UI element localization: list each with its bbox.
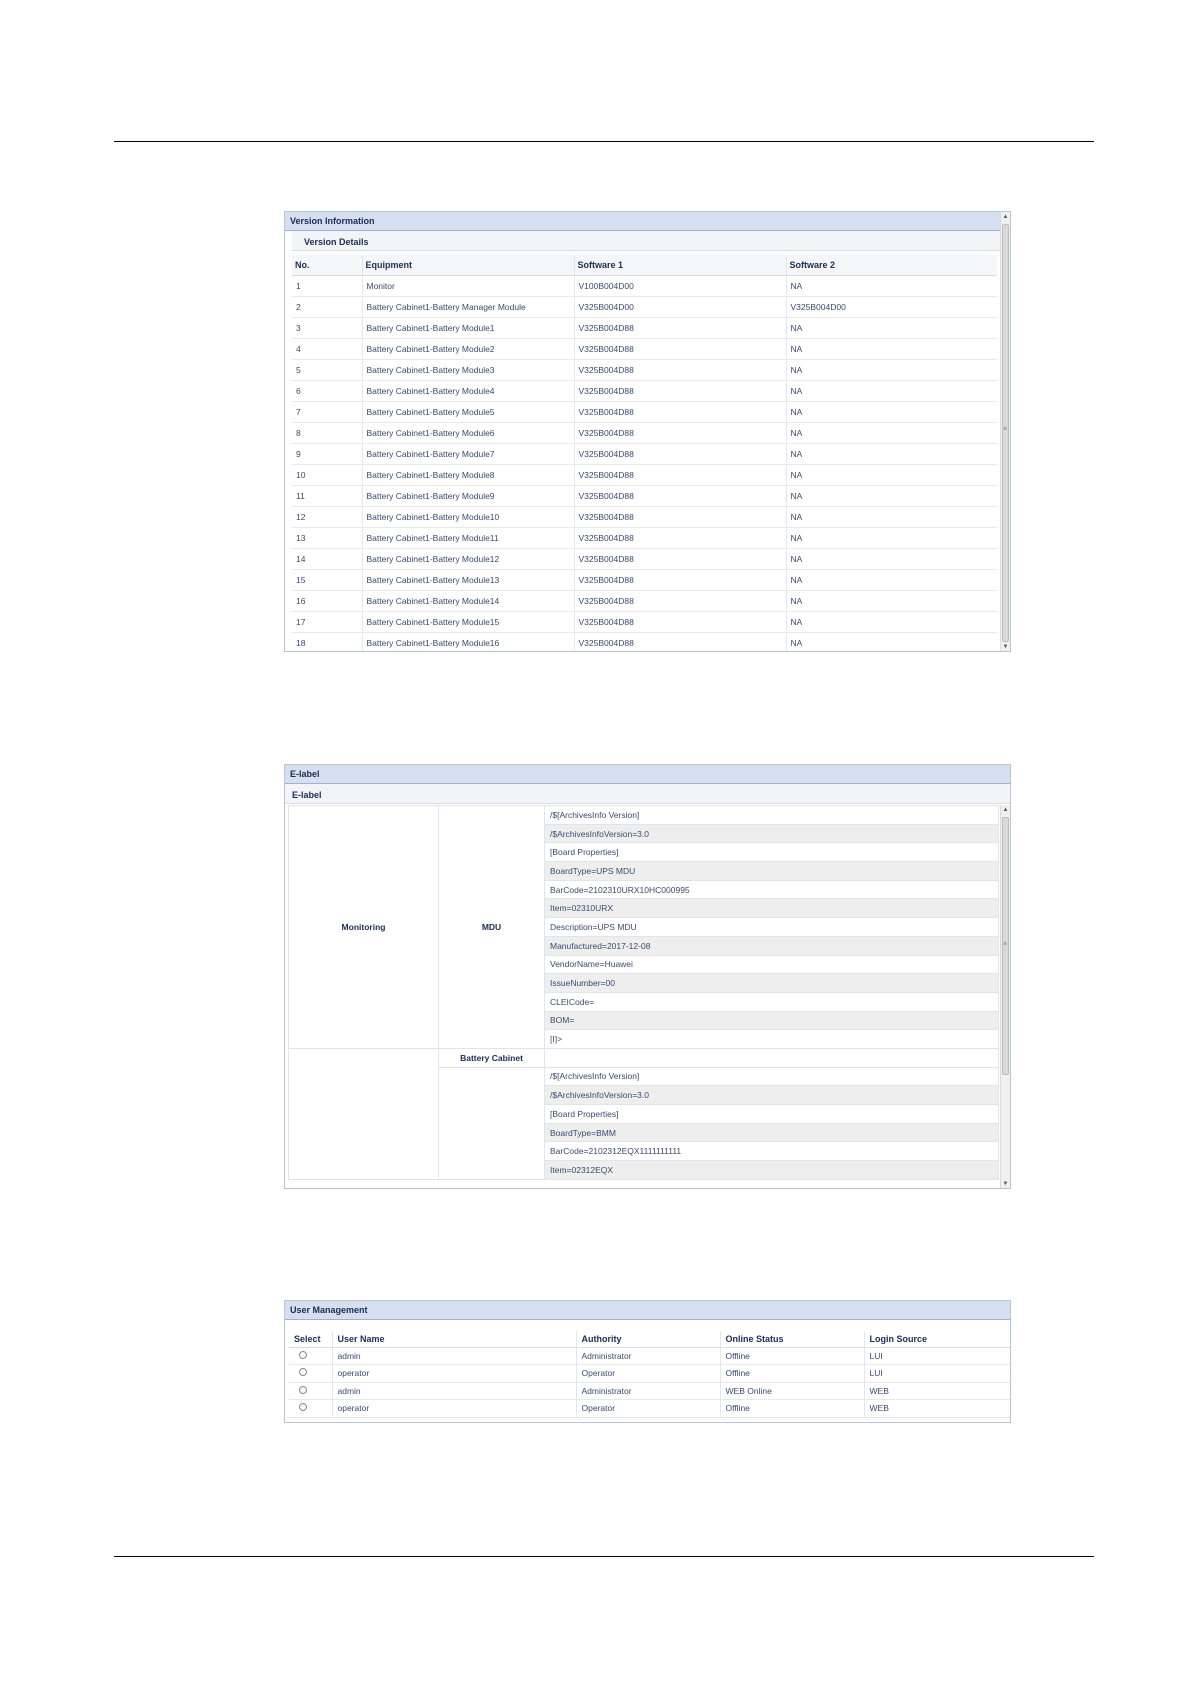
- select-cell: [289, 1347, 332, 1365]
- table-row[interactable]: [292, 590, 997, 611]
- elabel-line: BOM=: [545, 1011, 999, 1030]
- elabel-table: [288, 805, 999, 1180]
- software1-version: V325B004D88: [574, 380, 786, 401]
- row-number: 15: [292, 569, 362, 590]
- column-header[interactable]: Select: [289, 1331, 332, 1347]
- row-number: 1: [292, 275, 362, 296]
- login-source: WEB: [864, 1382, 1011, 1400]
- software2-version: NA: [786, 590, 997, 611]
- equipment-name: Battery Cabinet1-Battery Module2: [362, 338, 574, 359]
- software2-version: NA: [786, 548, 997, 569]
- row-number: 14: [292, 548, 362, 569]
- software2-version: NA: [786, 632, 997, 652]
- table-row[interactable]: [292, 464, 997, 485]
- software1-version: V100B004D00: [574, 275, 786, 296]
- vertical-scrollbar[interactable]: [1000, 212, 1010, 652]
- software1-version: V325B004D88: [574, 506, 786, 527]
- column-header[interactable]: Software 1: [574, 255, 786, 275]
- device-label: Battery Cabinet: [439, 1048, 545, 1067]
- software1-version: V325B004D88: [574, 569, 786, 590]
- header-rule: [114, 141, 1094, 142]
- section-title: Version Details: [292, 231, 1010, 251]
- elabel-line: /$[ArchivesInfo Version]: [545, 806, 999, 825]
- elabel-line: /$ArchivesInfoVersion=3.0: [545, 1086, 999, 1105]
- row-number: 16: [292, 590, 362, 611]
- user-name: admin: [332, 1382, 576, 1400]
- grip-icon: ≡: [1003, 941, 1008, 948]
- table-row[interactable]: [292, 632, 997, 652]
- equipment-name: Battery Cabinet1-Battery Module3: [362, 359, 574, 380]
- software2-version: NA: [786, 317, 997, 338]
- footer-rule: [114, 1556, 1094, 1557]
- table-row[interactable]: [292, 422, 997, 443]
- elabel-line: Manufactured=2017-12-08: [545, 936, 999, 955]
- column-header[interactable]: Equipment: [362, 255, 574, 275]
- table-row[interactable]: [292, 485, 997, 506]
- select-cell: [289, 1365, 332, 1383]
- equipment-name: Monitor: [362, 275, 574, 296]
- equipment-name: Battery Cabinet1-Battery Module7: [362, 443, 574, 464]
- equipment-name: Battery Cabinet1-Battery Module12: [362, 548, 574, 569]
- equipment-name: Battery Cabinet1-Battery Module14: [362, 590, 574, 611]
- select-radio[interactable]: [299, 1386, 307, 1394]
- elabel-line: CLEICode=: [545, 992, 999, 1011]
- elabel-line: [Board Properties]: [545, 1105, 999, 1124]
- scroll-down-arrow-icon[interactable]: ▼: [1002, 644, 1009, 650]
- user-management-panel: [284, 1300, 1011, 1423]
- software2-version: V325B004D00: [786, 296, 997, 317]
- vertical-scrollbar[interactable]: [1000, 805, 1010, 1189]
- software2-version: NA: [786, 422, 997, 443]
- authority: Administrator: [576, 1382, 720, 1400]
- scroll-up-arrow-icon[interactable]: ▲: [1002, 807, 1009, 813]
- equipment-name: Battery Cabinet1-Battery Module1: [362, 317, 574, 338]
- elabel-line: VendorName=Huawei: [545, 955, 999, 974]
- table-row[interactable]: [292, 569, 997, 590]
- software1-version: V325B004D88: [574, 464, 786, 485]
- software1-version: V325B004D88: [574, 485, 786, 506]
- equipment-name: Battery Cabinet1-Battery Module6: [362, 422, 574, 443]
- column-header[interactable]: User Name: [332, 1331, 576, 1347]
- online-status: Offline: [720, 1347, 864, 1365]
- software2-version: NA: [786, 506, 997, 527]
- login-source: WEB: [864, 1400, 1011, 1418]
- elabel-line: IssueNumber=00: [545, 974, 999, 993]
- panel-title: E-label: [285, 765, 1010, 784]
- user-table: [289, 1331, 1011, 1418]
- scroll-up-arrow-icon[interactable]: ▲: [1002, 214, 1009, 220]
- software2-version: NA: [786, 401, 997, 422]
- table-row[interactable]: [292, 296, 997, 317]
- elabel-line: BoardType=UPS MDU: [545, 862, 999, 881]
- device-label-empty: [439, 1067, 545, 1179]
- equipment-name: Battery Cabinet1-Battery Manager Module: [362, 296, 574, 317]
- panel-title: User Management: [285, 1301, 1010, 1320]
- equipment-name: Battery Cabinet1-Battery Module9: [362, 485, 574, 506]
- software2-version: NA: [786, 485, 997, 506]
- row-number: 4: [292, 338, 362, 359]
- software2-version: NA: [786, 527, 997, 548]
- equipment-name: Battery Cabinet1-Battery Module13: [362, 569, 574, 590]
- equipment-name: Battery Cabinet1-Battery Module15: [362, 611, 574, 632]
- software1-version: V325B004D88: [574, 359, 786, 380]
- software2-version: NA: [786, 275, 997, 296]
- table-row[interactable]: [292, 506, 997, 527]
- row-number: 6: [292, 380, 362, 401]
- user-name: admin: [332, 1347, 576, 1365]
- software1-version: V325B004D88: [574, 338, 786, 359]
- select-radio[interactable]: [299, 1351, 307, 1359]
- row-number: 11: [292, 485, 362, 506]
- online-status: Offline: [720, 1365, 864, 1383]
- equipment-name: Battery Cabinet1-Battery Module8: [362, 464, 574, 485]
- software2-version: NA: [786, 464, 997, 485]
- equipment-name: Battery Cabinet1-Battery Module11: [362, 527, 574, 548]
- software1-version: V325B004D88: [574, 611, 786, 632]
- row-number: 7: [292, 401, 362, 422]
- version-table: [292, 255, 997, 652]
- login-source: LUI: [864, 1365, 1011, 1383]
- software1-version: V325B004D88: [574, 590, 786, 611]
- elabel-panel: [284, 764, 1011, 1189]
- table-header-row: [289, 1331, 1011, 1347]
- equipment-name: Battery Cabinet1-Battery Module10: [362, 506, 574, 527]
- column-header[interactable]: Login Source: [864, 1331, 1011, 1347]
- authority: Administrator: [576, 1347, 720, 1365]
- authority: Operator: [576, 1400, 720, 1418]
- user-name: operator: [332, 1400, 576, 1418]
- table-row[interactable]: [289, 1347, 1011, 1365]
- elabel-row: [289, 1048, 999, 1067]
- software1-version: V325B004D88: [574, 527, 786, 548]
- column-header[interactable]: Authority: [576, 1331, 720, 1347]
- software1-version: V325B004D88: [574, 422, 786, 443]
- elabel-line: BarCode=2102312EQX1111111111: [545, 1142, 999, 1161]
- table-row[interactable]: [292, 611, 997, 632]
- grip-icon: ≡: [1003, 426, 1008, 433]
- table-header-row: [292, 255, 997, 275]
- row-number: 18: [292, 632, 362, 652]
- software2-version: NA: [786, 338, 997, 359]
- software1-version: V325B004D88: [574, 401, 786, 422]
- elabel-row: [289, 806, 999, 825]
- select-cell: [289, 1400, 332, 1418]
- row-number: 8: [292, 422, 362, 443]
- version-information-panel: [284, 211, 1011, 652]
- online-status: Offline: [720, 1400, 864, 1418]
- software2-version: NA: [786, 569, 997, 590]
- elabel-line: Item=02312EQX: [545, 1161, 999, 1180]
- elabel-line: /$ArchivesInfoVersion=3.0: [545, 824, 999, 843]
- software1-version: V325B004D88: [574, 443, 786, 464]
- elabel-line: [Board Properties]: [545, 843, 999, 862]
- elabel-line: /$[ArchivesInfo Version]: [545, 1067, 999, 1086]
- user-name: operator: [332, 1365, 576, 1383]
- select-cell: [289, 1382, 332, 1400]
- row-number: 2: [292, 296, 362, 317]
- table-row[interactable]: [292, 380, 997, 401]
- table-row[interactable]: [292, 317, 997, 338]
- row-number: 10: [292, 464, 362, 485]
- table-row[interactable]: [289, 1400, 1011, 1418]
- online-status: WEB Online: [720, 1382, 864, 1400]
- software1-version: V325B004D00: [574, 296, 786, 317]
- row-number: 5: [292, 359, 362, 380]
- table-row[interactable]: [289, 1365, 1011, 1383]
- software1-version: V325B004D88: [574, 548, 786, 569]
- select-radio[interactable]: [299, 1403, 307, 1411]
- equipment-name: Battery Cabinet1-Battery Module4: [362, 380, 574, 401]
- row-number: 9: [292, 443, 362, 464]
- elabel-line: BoardType=BMM: [545, 1123, 999, 1142]
- column-header[interactable]: Software 2: [786, 255, 997, 275]
- group-label: Monitoring: [289, 806, 439, 1049]
- software2-version: NA: [786, 443, 997, 464]
- table-row[interactable]: [292, 338, 997, 359]
- table-row[interactable]: [289, 1382, 1011, 1400]
- elabel-line-empty: [545, 1048, 999, 1067]
- equipment-name: Battery Cabinet1-Battery Module5: [362, 401, 574, 422]
- elabel-line: Item=02310URX: [545, 899, 999, 918]
- device-label: MDU: [439, 806, 545, 1049]
- elabel-line: [I]>: [545, 1030, 999, 1049]
- software1-version: V325B004D88: [574, 632, 786, 652]
- software2-version: NA: [786, 611, 997, 632]
- row-number: 12: [292, 506, 362, 527]
- scrollbar-thumb[interactable]: [1002, 224, 1009, 642]
- authority: Operator: [576, 1365, 720, 1383]
- table-row[interactable]: [292, 275, 997, 296]
- section-title: E-label: [285, 784, 1010, 804]
- elabel-line: BarCode=2102310URX10HC000995: [545, 880, 999, 899]
- row-number: 3: [292, 317, 362, 338]
- group-label-empty: [289, 1048, 439, 1179]
- table-row[interactable]: [292, 401, 997, 422]
- elabel-line: Description=UPS MDU: [545, 918, 999, 937]
- row-number: 17: [292, 611, 362, 632]
- column-header[interactable]: No.: [292, 255, 362, 275]
- table-row[interactable]: [292, 548, 997, 569]
- scroll-down-arrow-icon[interactable]: ▼: [1002, 1181, 1009, 1187]
- table-row[interactable]: [292, 359, 997, 380]
- column-header[interactable]: Online Status: [720, 1331, 864, 1347]
- login-source: LUI: [864, 1347, 1011, 1365]
- table-row[interactable]: [292, 527, 997, 548]
- software2-version: NA: [786, 380, 997, 401]
- row-number: 13: [292, 527, 362, 548]
- table-row[interactable]: [292, 443, 997, 464]
- equipment-name: Battery Cabinet1-Battery Module16: [362, 632, 574, 652]
- software2-version: NA: [786, 359, 997, 380]
- panel-title: Version Information: [285, 212, 1010, 231]
- software1-version: V325B004D88: [574, 317, 786, 338]
- select-radio[interactable]: [299, 1368, 307, 1376]
